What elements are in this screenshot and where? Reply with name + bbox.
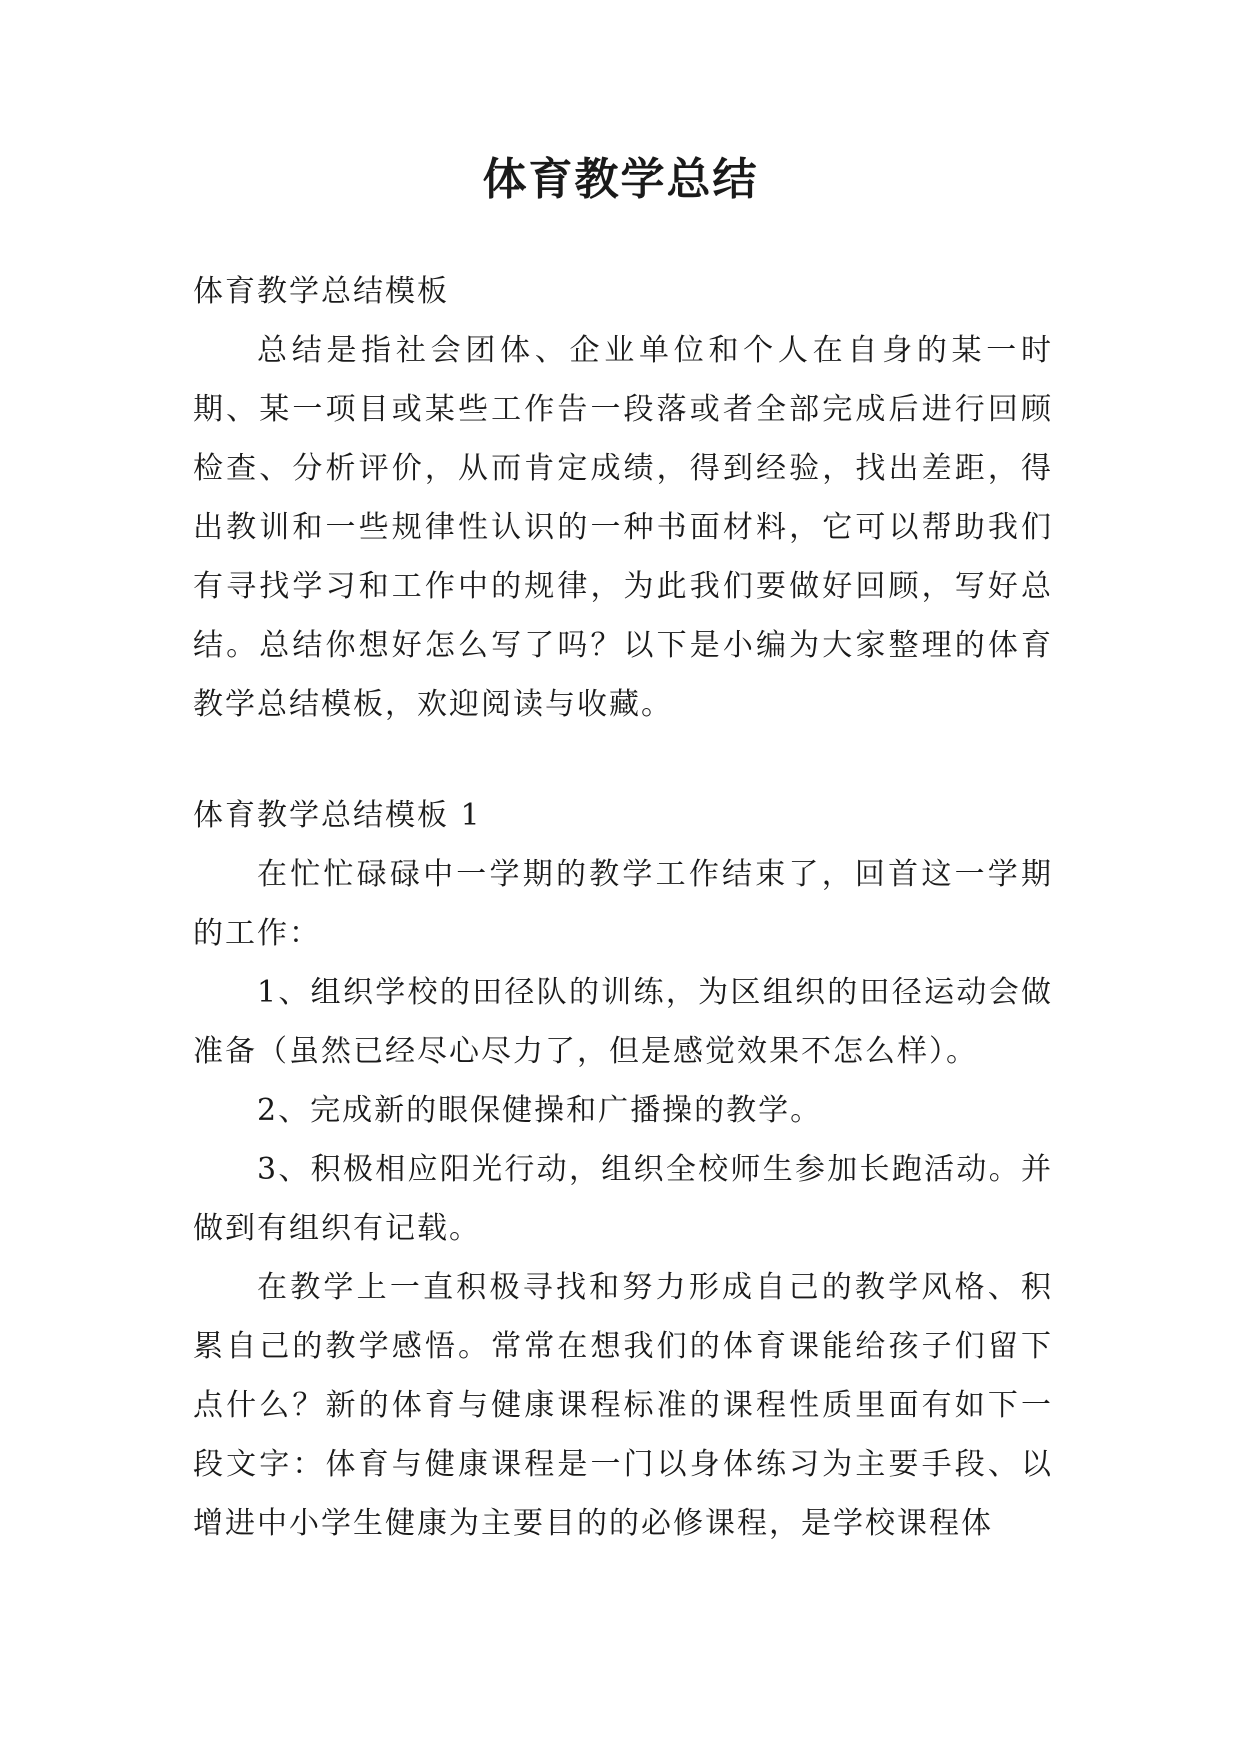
intro-section <box>193 262 1053 734</box>
section-1-paragraph: 3、积极相应阳光行动，组织全校师生参加长跑活动。并做到有组织有记载。 <box>193 1152 1053 1246</box>
document-title: 体育教学总结 <box>482 154 759 205</box>
section-1-paragraph: 2、完成新的眼保健操和广播操的教学。 <box>257 1093 823 1128</box>
intro-heading: 体育教学总结模板 <box>193 274 449 309</box>
section-1-heading: 体育教学总结模板 1 <box>193 798 482 833</box>
intro-paragraph: 总结是指社会团体、企业单位和个人在自身的某一时期、某一项目或某些工作告一段落或者全部完成后进行回顾检查、分析评价，从而肯定成绩，得到经验，找出差距，得出教训和一些规律性认识的一种书面材料，它可以帮助我们有寻找学习和工作中的规律，为此我们要做好回顾，写好总结。总结你想好怎么写了吗？以下是小编为大家整理的体育教学总结模板，欢迎阅读与收藏。 <box>193 333 1053 722</box>
section-1-paragraph: 在教学上一直积极寻找和努力形成自己的教学风格、积累自己的教学感悟。常常在想我们的体育课能给孩子们留下点什么？新的体育与健康课程标准的课程性质里面有如下一段文字：体育与健康课程是一门以身体练习为主要手段、以增进中小学生健康为主要目的的必修课程，是学校课程体 <box>193 1270 1053 1541</box>
section-1-paragraph: 在忙忙碌碌中一学期的教学工作结束了，回首这一学期的工作： <box>193 857 1053 951</box>
section-1 <box>193 786 1053 1553</box>
section-1-paragraph: 1、组织学校的田径队的训练，为区组织的田径运动会做准备（虽然已经尽心尽力了，但是感觉效果不怎么样）。 <box>193 975 1053 1069</box>
